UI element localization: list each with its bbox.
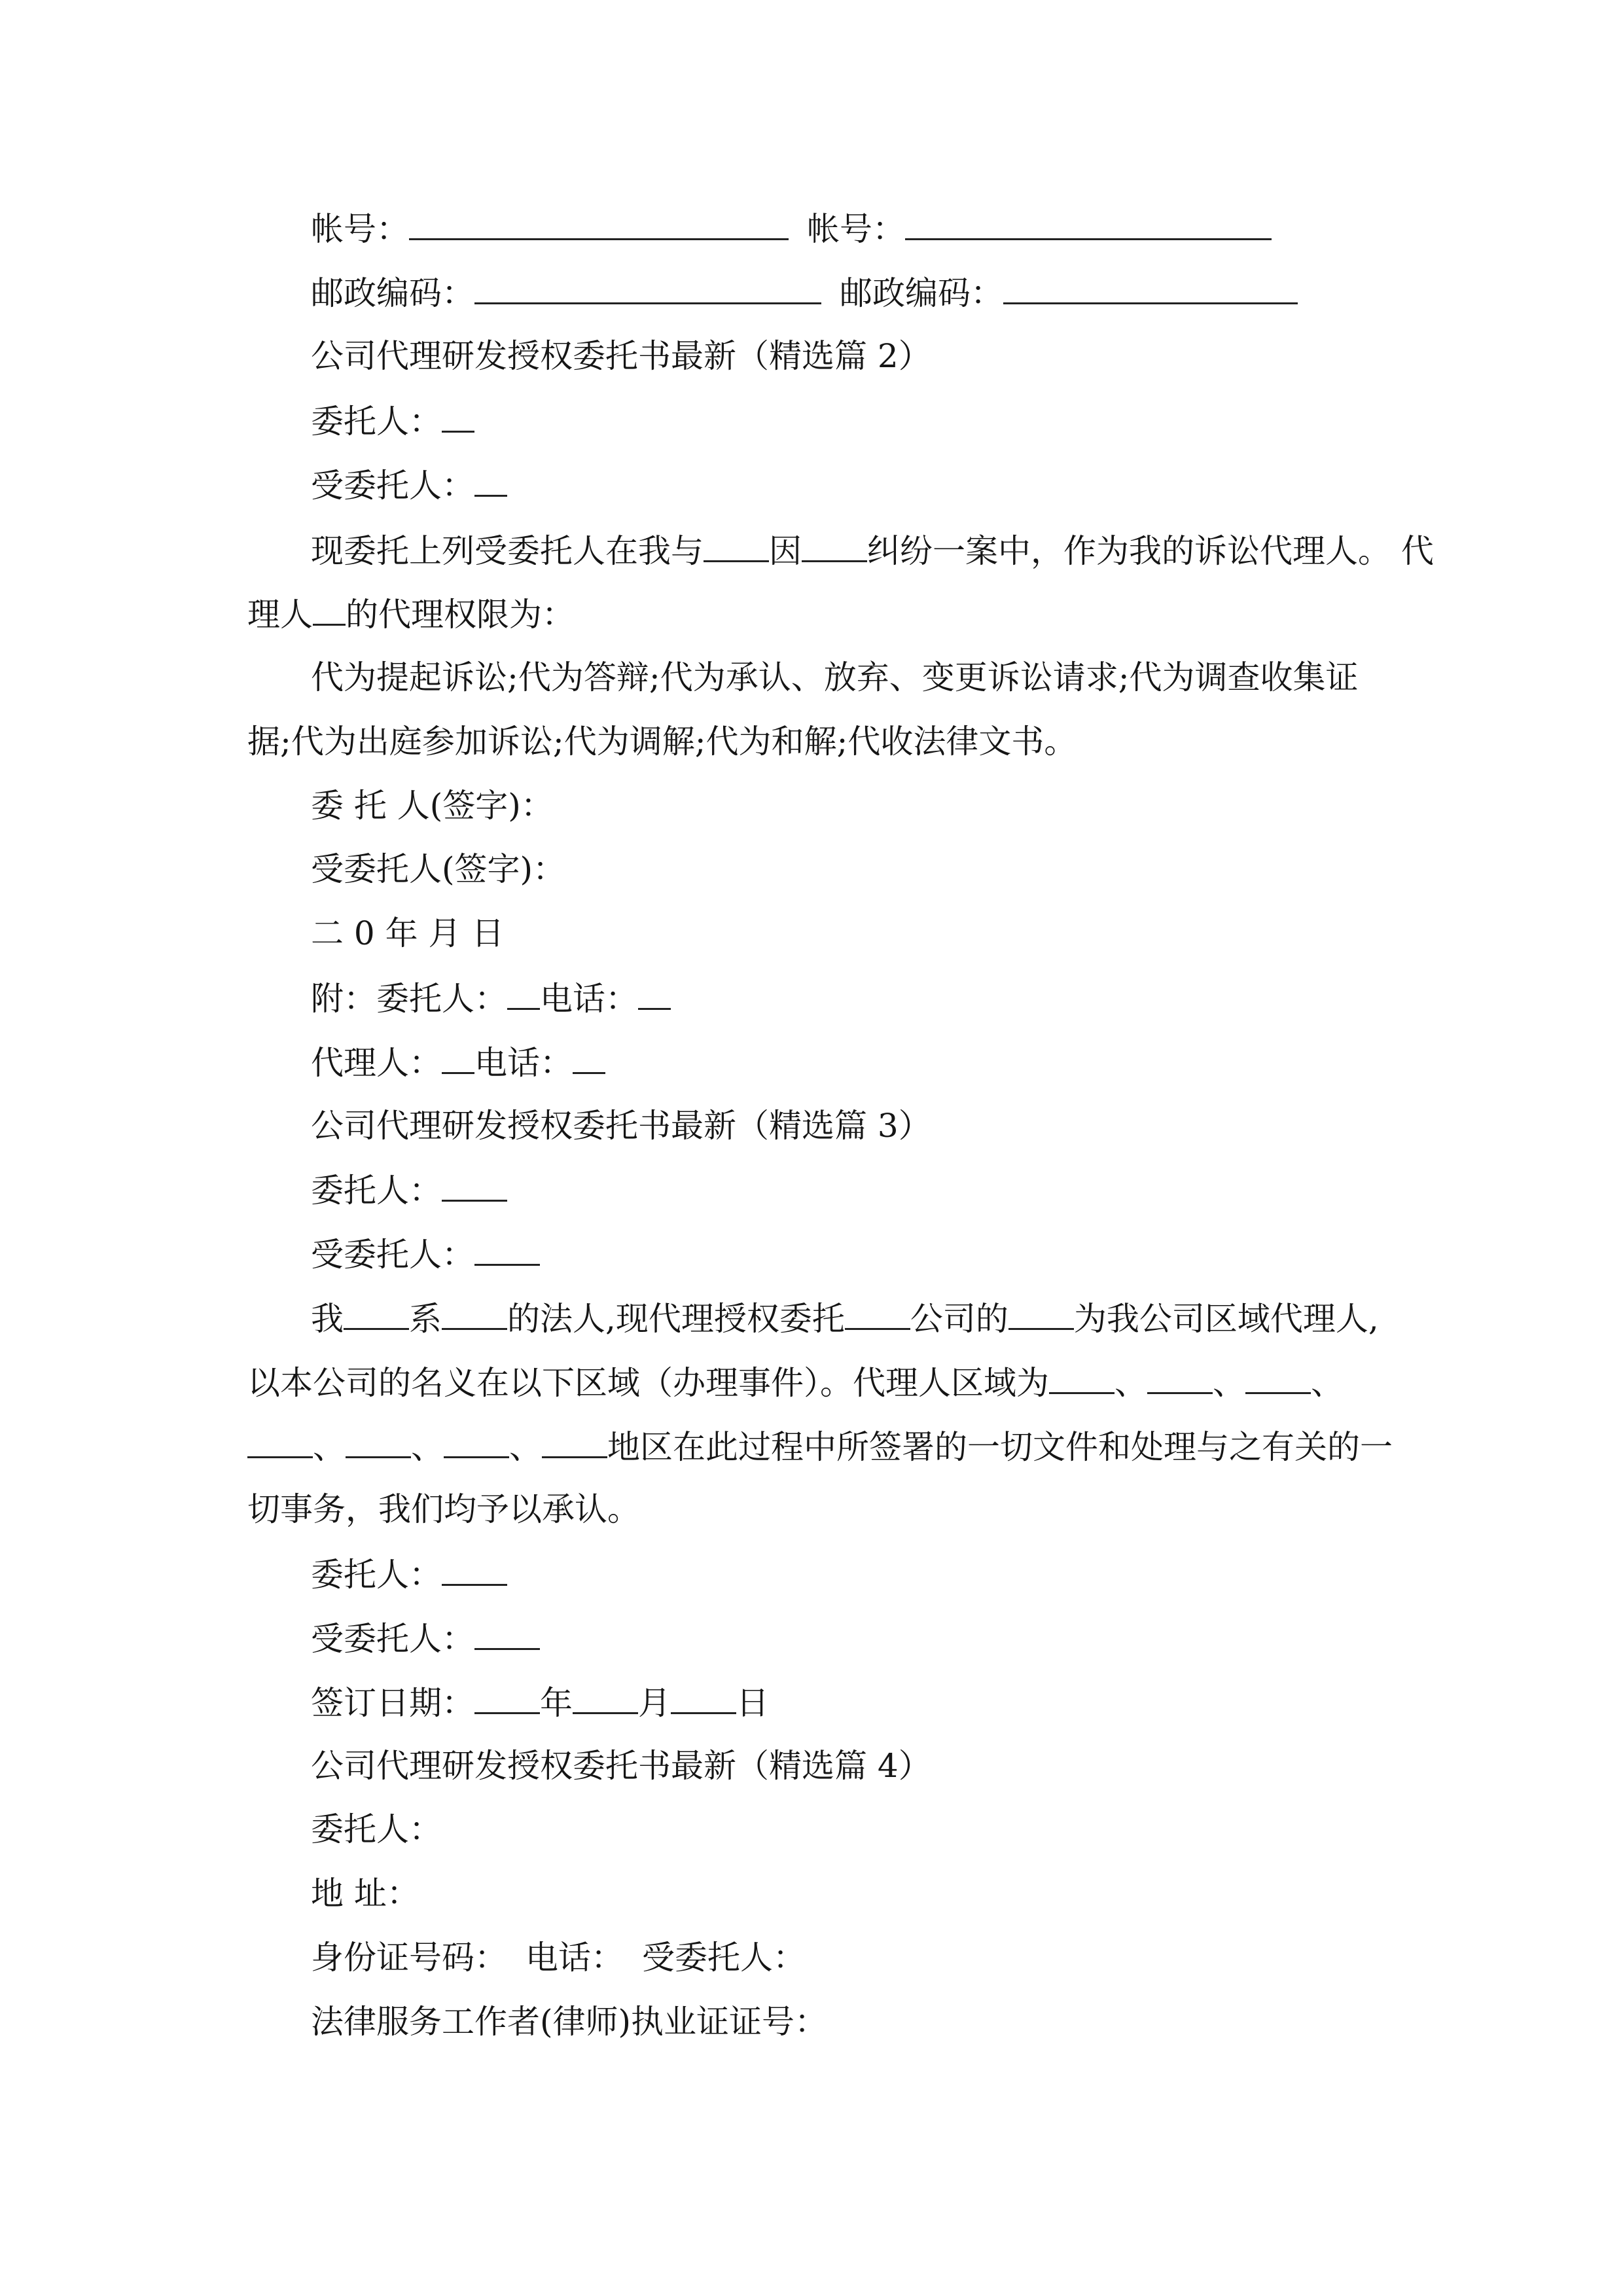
- fill-blank: [1008, 1298, 1074, 1330]
- agent-label: 受委托人：: [311, 1620, 474, 1658]
- phone-label: 电话：: [526, 1939, 624, 1977]
- separator: 、: [411, 1428, 444, 1466]
- lawyer-license-label: 法律服务工作者(律师)执业证证号：: [311, 2003, 828, 2041]
- agent-label: 受委托人：: [642, 1939, 806, 1977]
- paragraph-line: [311, 1298, 1379, 1337]
- text-run: 电话：: [540, 980, 638, 1018]
- fill-blank: [346, 1426, 411, 1458]
- month-label: 月: [638, 1684, 671, 1722]
- fill-blank: [313, 594, 346, 626]
- separator: 、: [1311, 1364, 1344, 1402]
- text-run: 公司的: [910, 1300, 1008, 1338]
- account-blank: [905, 208, 1272, 240]
- text-run: 我: [311, 1300, 344, 1338]
- paragraph-line: [311, 530, 1434, 569]
- postcode-blank: [474, 272, 821, 304]
- paragraph-line: 代为提起诉讼;代为答辩;代为承认、放弃、变更诉讼请求;代为调查收集证: [311, 658, 1359, 696]
- text-run: 以本公司的名义在以下区域（办理事件）。代理人区域为: [247, 1364, 1049, 1402]
- agent-phone-row: [311, 1042, 605, 1081]
- fill-blank: [247, 1426, 313, 1458]
- paragraph-line: [247, 1362, 1344, 1401]
- address-label: 地 址：: [311, 1874, 419, 1912]
- account-label: 帐号：: [807, 210, 905, 248]
- fill-blank: [442, 1298, 507, 1330]
- section-2-title: 公司代理研发授权委托书最新（精选篇 2）: [311, 337, 931, 375]
- fill-blank: [704, 530, 769, 562]
- principal-blank: [442, 1554, 507, 1586]
- text-run: 地区在此过程中所签署的一切文件和处理与之有关的一: [607, 1428, 1393, 1466]
- text-run: 电话：: [474, 1044, 573, 1082]
- paragraph-line: 据;代为出庭参加诉讼;代为调解;代为和解;代收法律文书。: [247, 723, 1077, 761]
- principal-label: 委托人：: [311, 1810, 442, 1848]
- principal-label: 委托人：: [311, 1556, 442, 1594]
- text-run: 系: [409, 1300, 442, 1338]
- fill-blank: [542, 1426, 607, 1458]
- agent-label: 受委托人：: [311, 1236, 474, 1274]
- fill-blank: [344, 1298, 409, 1330]
- principal-label: 委托人：: [311, 1172, 442, 1210]
- id-label: 身份证号码：: [311, 1939, 507, 1977]
- month-blank: [573, 1682, 638, 1714]
- agent-row: [311, 465, 507, 504]
- principal-signature: 委 托 人(签字)：: [311, 787, 554, 825]
- agent-blank: [474, 1234, 540, 1266]
- fill-blank: [802, 530, 867, 562]
- fill-blank: [573, 1042, 605, 1074]
- fill-blank: [1147, 1362, 1213, 1394]
- text-run: 现委托上列受委托人在我与: [311, 532, 704, 570]
- fill-blank: [444, 1426, 509, 1458]
- section-4-title: 公司代理研发授权委托书最新（精选篇 4）: [311, 1747, 931, 1785]
- text-run: 为我公司区域代理人,: [1073, 1300, 1379, 1338]
- paragraph-line: [247, 1426, 1393, 1465]
- id-phone-row: [311, 1938, 806, 1977]
- postcode-row: [311, 272, 1298, 312]
- agent-row: [311, 1234, 540, 1273]
- separator: 、: [1213, 1364, 1245, 1402]
- agent-blank: [474, 465, 507, 497]
- principal-blank: [442, 401, 474, 433]
- fill-blank: [1049, 1362, 1115, 1394]
- date-label: 签订日期：: [311, 1684, 474, 1722]
- text-run: 纠纷一案中，作为我的诉讼代理人。 代: [867, 532, 1434, 570]
- account-label: 帐号：: [311, 210, 409, 248]
- principal-label: 委托人：: [311, 403, 442, 440]
- day-label: 日: [736, 1684, 769, 1722]
- fill-blank: [1245, 1362, 1311, 1394]
- separator: 、: [313, 1428, 346, 1466]
- date-line: 二 0 年 月 日: [311, 914, 505, 952]
- agent-label: 受委托人：: [311, 467, 474, 505]
- day-blank: [671, 1682, 736, 1714]
- text-run: 代理人：: [311, 1044, 442, 1082]
- year-label: 年: [540, 1684, 573, 1722]
- separator: 、: [509, 1428, 542, 1466]
- text-run: 的代理权限为：: [346, 596, 575, 634]
- paragraph-line: 切事务，我们均予以承认。: [247, 1490, 640, 1528]
- text-run: 因: [769, 532, 802, 570]
- agent-blank: [474, 1618, 540, 1650]
- text-run: 理人: [247, 596, 313, 634]
- principal-blank: [442, 1170, 507, 1202]
- account-row: [311, 208, 1272, 247]
- principal-row: [311, 1554, 507, 1593]
- principal-row: [311, 401, 474, 440]
- agent-signature: 受委托人(签字)：: [311, 850, 566, 888]
- postcode-label: 邮政编码：: [311, 274, 474, 312]
- paragraph-line: [247, 594, 575, 633]
- account-blank: [409, 208, 789, 240]
- agent-row: [311, 1618, 540, 1657]
- fill-blank: [507, 978, 540, 1010]
- postcode-blank: [1003, 272, 1298, 304]
- separator: 、: [1115, 1364, 1147, 1402]
- signing-date-row: [311, 1682, 769, 1721]
- postcode-label: 邮政编码：: [840, 274, 1003, 312]
- text-run: 附：委托人：: [311, 980, 507, 1018]
- section-3-title: 公司代理研发授权委托书最新（精选篇 3）: [311, 1107, 931, 1145]
- fill-blank: [638, 978, 671, 1010]
- fill-blank: [442, 1042, 474, 1074]
- attachment-row: [311, 978, 671, 1017]
- principal-row: [311, 1170, 507, 1209]
- year-blank: [474, 1682, 540, 1714]
- text-run: 的法人,现代理授权委托: [507, 1300, 845, 1338]
- fill-blank: [845, 1298, 910, 1330]
